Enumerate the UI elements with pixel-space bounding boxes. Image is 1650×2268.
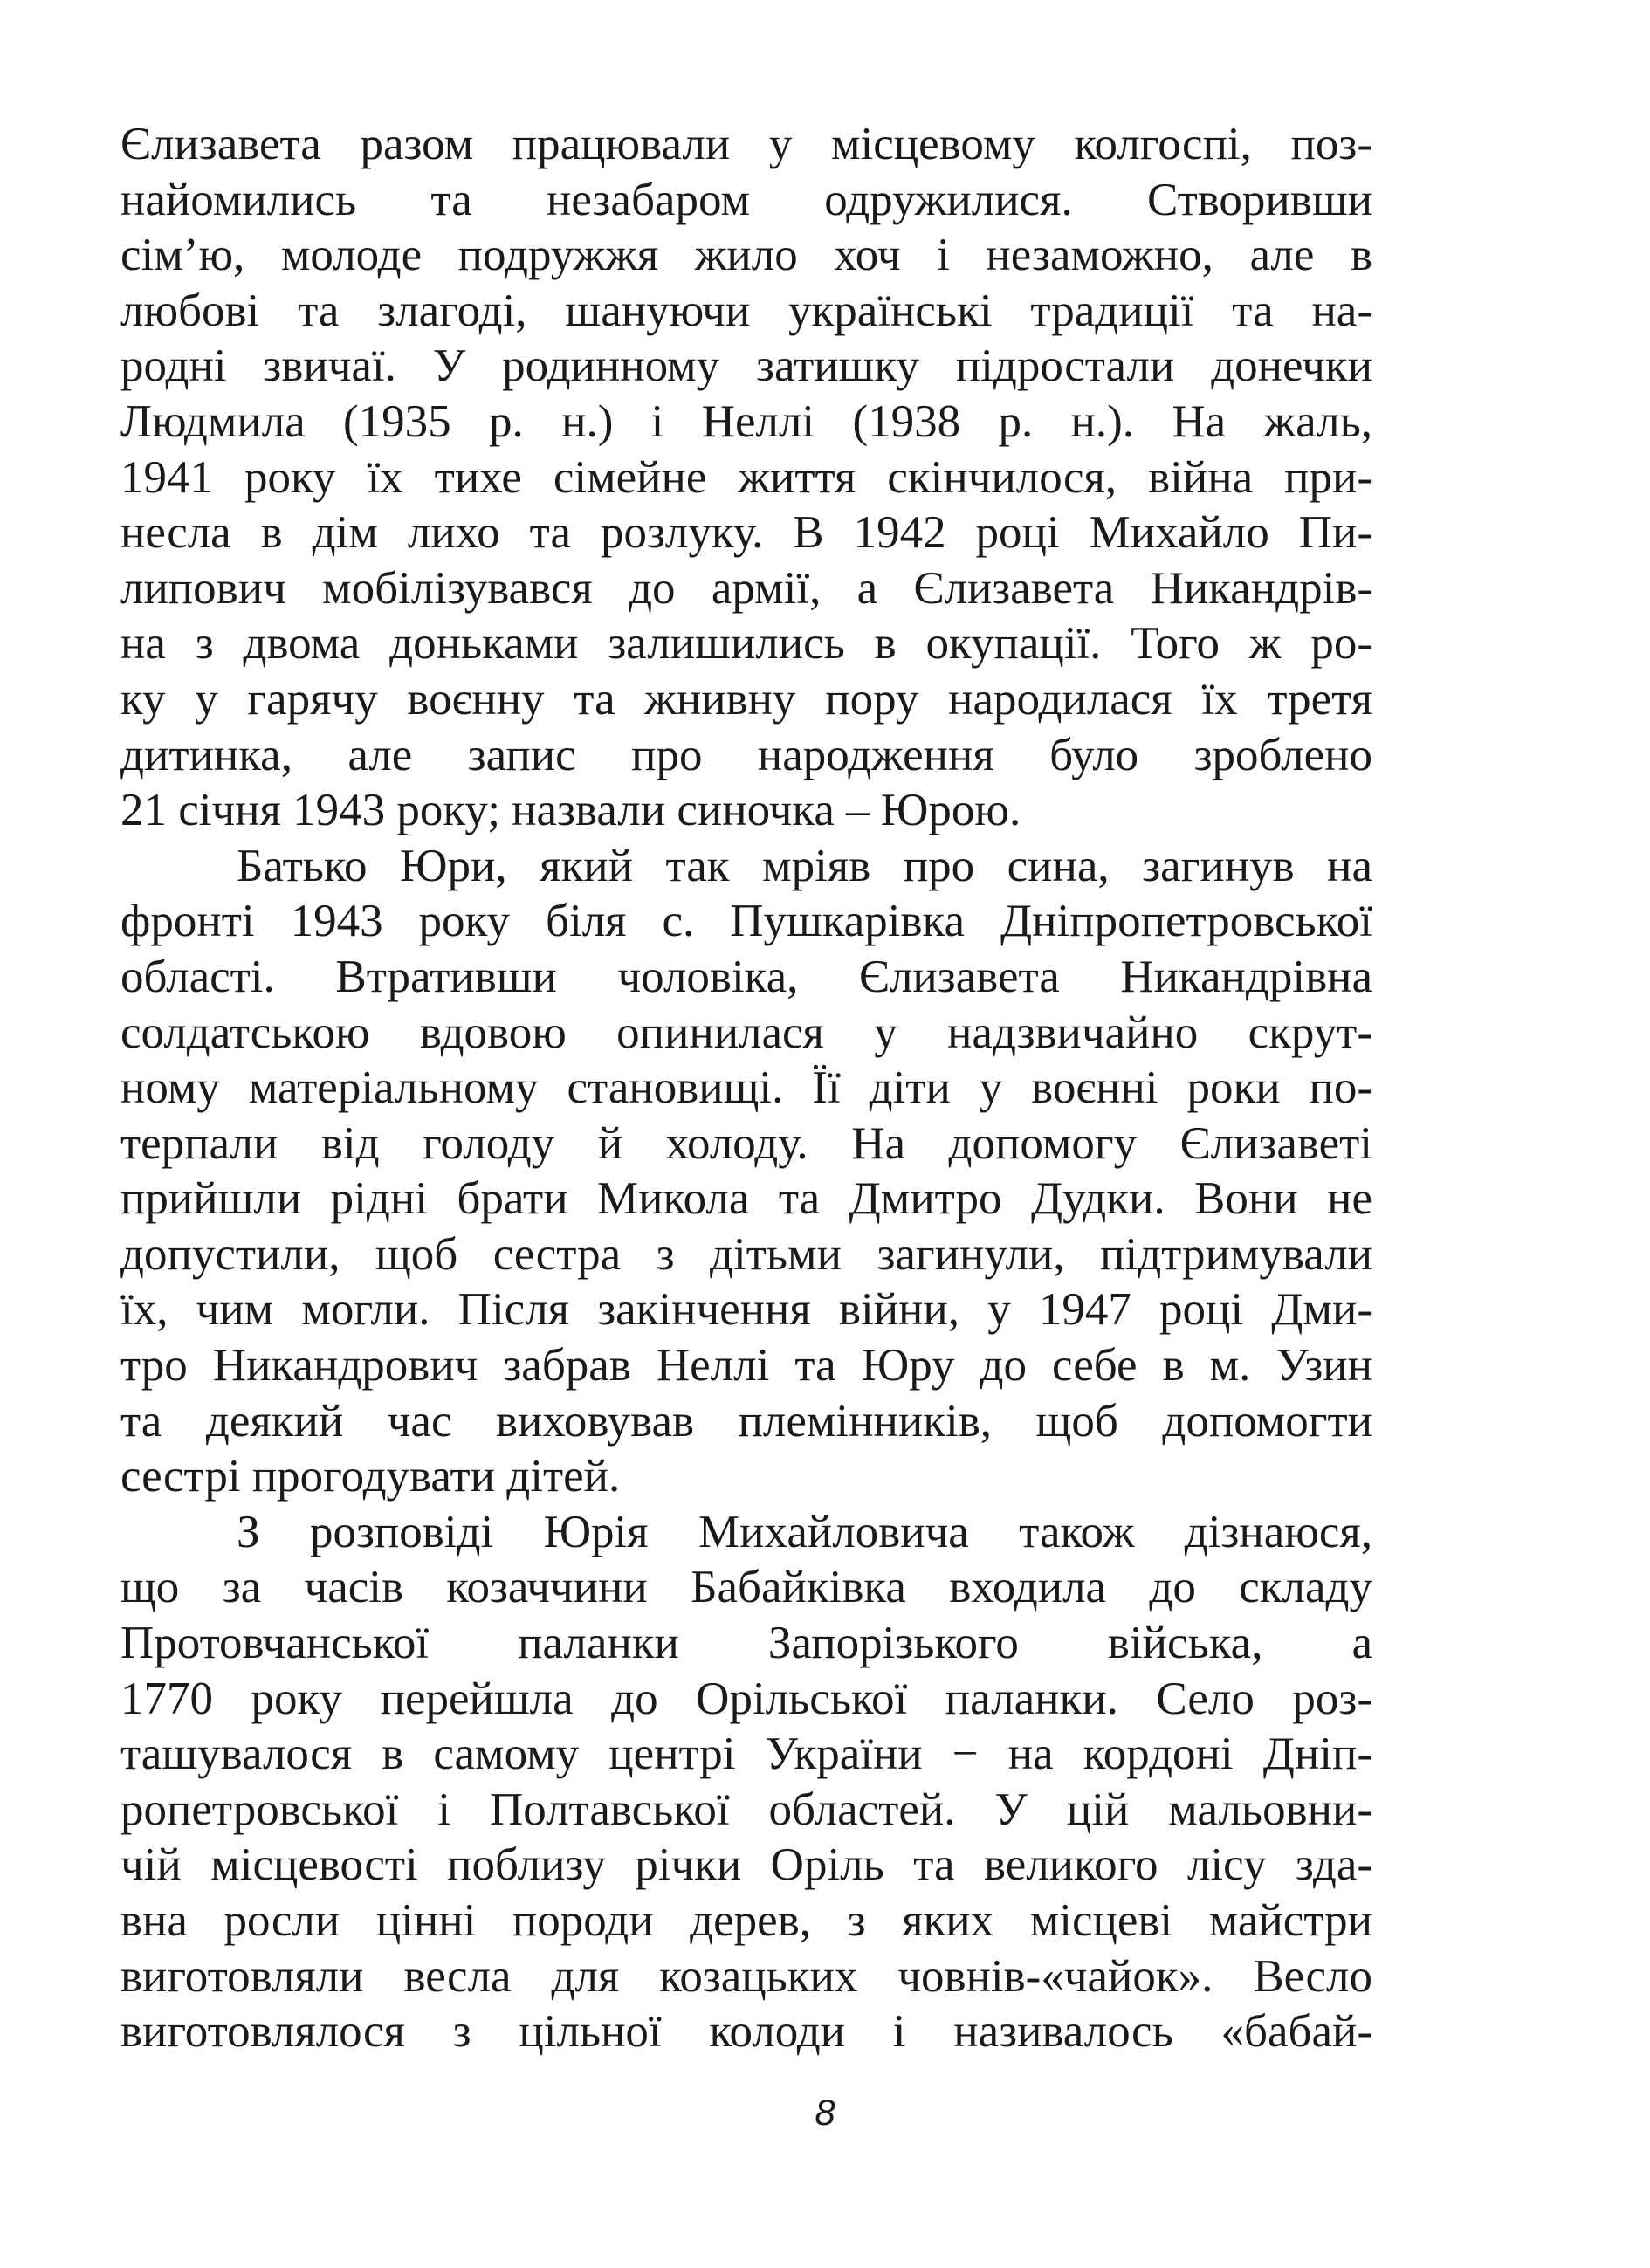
text-line: на з двома доньками залишились в окупації. Того ж ро- — [120, 618, 1372, 670]
text-line: любові та злагоді, шануючи українські традиції та на- — [120, 285, 1372, 336]
text-line: З розповіді Юрія Михайловича також дізнаюся, — [237, 1506, 1372, 1557]
text-line: ку у гарячу воєнну та жнивну пору народилася їх третя — [120, 673, 1372, 725]
text-line: виготовляли весла для козацьких човнів-«чайок». Весло — [120, 1950, 1372, 2002]
text-line: липович мобілізувався до армії, а Єлизавета Никандрів- — [120, 562, 1372, 614]
text-line: 21 січня 1943 року; назвали синочка – Юрою. — [120, 785, 1021, 836]
text-line: допустили, щоб сестра з дітьми загинули, підтримували — [120, 1228, 1372, 1280]
text-line: їх, чим могли. Після закінчення війни, у 1947 році Дми- — [120, 1284, 1372, 1336]
text-line: найомились та незабаром одружилися. Створивши — [120, 174, 1372, 225]
text-line: несла в дім лихо та розлуку. В 1942 році Михайло Пи- — [120, 507, 1372, 559]
text-line: ропетровської і Полтавської областей. У цій мальовни- — [120, 1783, 1372, 1835]
text-line: виготовлялося з цільної колоди і називалось «бабай- — [120, 2006, 1372, 2058]
text-line: дитинка, але запис про народження було зроблено — [120, 729, 1372, 780]
text-line: області. Втративши чоловіка, Єлизавета Никандрівна — [120, 951, 1372, 1002]
text-line: родні звичаї. У родинному затишку підростали донечки — [120, 340, 1372, 392]
text-line: що за часів козаччини Бабайківка входила до складу — [120, 1562, 1372, 1613]
text-line: сім’ю, молоде подружжя жило хоч і незаможно, але в — [120, 230, 1372, 281]
text-line: Батько Юри, який так мріяв про сина, загинув на — [237, 840, 1372, 891]
text-line: та деякий час виховував племінників, щоб допомогти — [120, 1395, 1372, 1447]
page-number: 8 — [815, 2092, 835, 2133]
text-line: 1770 року перейшла до Орільської паланки. Село роз- — [120, 1673, 1372, 1724]
text-line: фронті 1943 року біля с. Пушкарівка Дніпропетровської — [120, 896, 1372, 947]
text-line: прийшли рідні брати Микола та Дмитро Дудки. Вони не — [120, 1173, 1372, 1225]
body-text — [120, 117, 1372, 2060]
text-line: Людмила (1935 р. н.) і Неллі (1938 р. н.). На жаль, — [120, 395, 1372, 447]
text-line: сестрі прогодувати дітей. — [120, 1451, 621, 1502]
text-line: Єлизавета разом працювали у місцевому колгоспі, поз- — [120, 119, 1372, 169]
text-line: терпали від голоду й холоду. На допомогу Єлизаветі — [120, 1117, 1372, 1169]
text-line: Протовчанської паланки Запорізького війська, а — [120, 1618, 1372, 1669]
text-line: ташувалося в самому центрі України − на кордоні Дніп- — [120, 1728, 1372, 1780]
text-line: чій місцевості поблизу річки Оріль та великого лісу зда- — [120, 1839, 1372, 1891]
text-line: ному матеріальному становищі. Її діти у воєнні роки по- — [120, 1062, 1372, 1114]
text-line: тро Никандрович забрав Неллі та Юру до себе в м. Узин — [120, 1340, 1372, 1392]
text-line: солдатською вдовою опинилася у надзвичайно скрут- — [120, 1007, 1372, 1058]
text-line: 1941 року їх тихе сімейне життя скінчилося, війна при- — [120, 451, 1372, 503]
text-line: вна росли цінні породи дерев, з яких місцеві майстри — [120, 1895, 1372, 1946]
